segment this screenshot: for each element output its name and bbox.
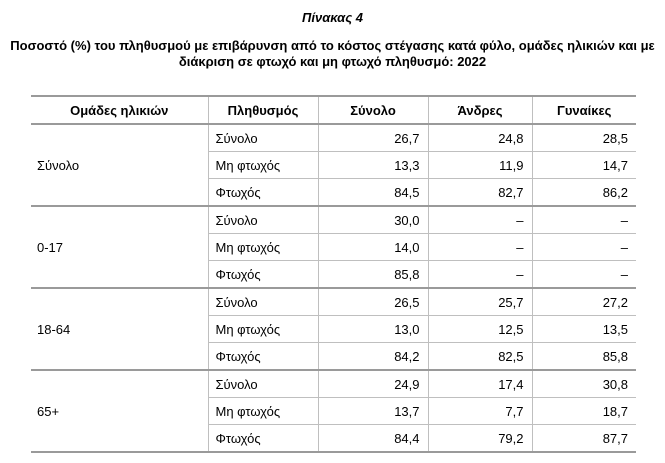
population-cell: Φτωχός <box>208 261 318 289</box>
age-group-label: 0-17 <box>31 206 208 288</box>
header-women: Γυναίκες <box>532 96 636 124</box>
header-men: Άνδρες <box>428 96 532 124</box>
population-cell: Φτωχός <box>208 343 318 371</box>
total-cell: 84,2 <box>318 343 428 371</box>
age-group-label: Σύνολο <box>31 124 208 206</box>
women-cell: 18,7 <box>532 398 636 425</box>
men-cell: 82,5 <box>428 343 532 371</box>
data-table <box>31 95 636 453</box>
population-cell: Σύνολο <box>208 370 318 398</box>
table-heading <box>6 38 659 70</box>
women-cell: – <box>532 206 636 234</box>
age-group-label: 18-64 <box>31 288 208 370</box>
age-group-label: 65+ <box>31 370 208 452</box>
women-cell: – <box>532 234 636 261</box>
table-row <box>31 288 636 316</box>
women-cell: 13,5 <box>532 316 636 343</box>
total-cell: 14,0 <box>318 234 428 261</box>
total-cell: 30,0 <box>318 206 428 234</box>
women-cell: 14,7 <box>532 152 636 179</box>
header-total: Σύνολο <box>318 96 428 124</box>
table-row <box>31 370 636 398</box>
header-row <box>31 96 636 124</box>
men-cell: – <box>428 261 532 289</box>
men-cell: 12,5 <box>428 316 532 343</box>
total-cell: 84,4 <box>318 425 428 453</box>
heading-line-2: διάκριση σε φτωχό και μη φτωχό πληθυσμό: 2022 <box>178 54 487 69</box>
total-cell: 24,9 <box>318 370 428 398</box>
women-cell: 30,8 <box>532 370 636 398</box>
population-cell: Μη φτωχός <box>208 152 318 179</box>
women-cell: 87,7 <box>532 425 636 453</box>
men-cell: 11,9 <box>428 152 532 179</box>
women-cell: 85,8 <box>532 343 636 371</box>
men-cell: 7,7 <box>428 398 532 425</box>
total-cell: 13,7 <box>318 398 428 425</box>
men-cell: 24,8 <box>428 124 532 152</box>
total-cell: 84,5 <box>318 179 428 207</box>
header-population: Πληθυσμός <box>208 96 318 124</box>
table-caption: Πίνακας 4 <box>302 10 363 25</box>
total-cell: 85,8 <box>318 261 428 289</box>
men-cell: 25,7 <box>428 288 532 316</box>
population-cell: Σύνολο <box>208 206 318 234</box>
population-cell: Μη φτωχός <box>208 316 318 343</box>
men-cell: 82,7 <box>428 179 532 207</box>
total-cell: 13,3 <box>318 152 428 179</box>
men-cell: – <box>428 234 532 261</box>
total-cell: 13,0 <box>318 316 428 343</box>
women-cell: 27,2 <box>532 288 636 316</box>
population-cell: Φτωχός <box>208 425 318 453</box>
women-cell: – <box>532 261 636 289</box>
men-cell: 79,2 <box>428 425 532 453</box>
header-age-groups: Ομάδες ηλικιών <box>31 96 208 124</box>
table-row <box>31 206 636 234</box>
women-cell: 28,5 <box>532 124 636 152</box>
population-cell: Σύνολο <box>208 288 318 316</box>
table-body <box>31 124 636 452</box>
men-cell: 17,4 <box>428 370 532 398</box>
women-cell: 86,2 <box>532 179 636 207</box>
population-cell: Μη φτωχός <box>208 398 318 425</box>
population-cell: Φτωχός <box>208 179 318 207</box>
table-row <box>31 124 636 152</box>
total-cell: 26,7 <box>318 124 428 152</box>
men-cell: – <box>428 206 532 234</box>
heading-line-1: Ποσοστό (%) του πληθυσμού με επιβάρυνση από το κόστος στέγασης κατά φύλο, ομάδες ηλικιών και με <box>10 38 655 53</box>
total-cell: 26,5 <box>318 288 428 316</box>
population-cell: Μη φτωχός <box>208 234 318 261</box>
population-cell: Σύνολο <box>208 124 318 152</box>
